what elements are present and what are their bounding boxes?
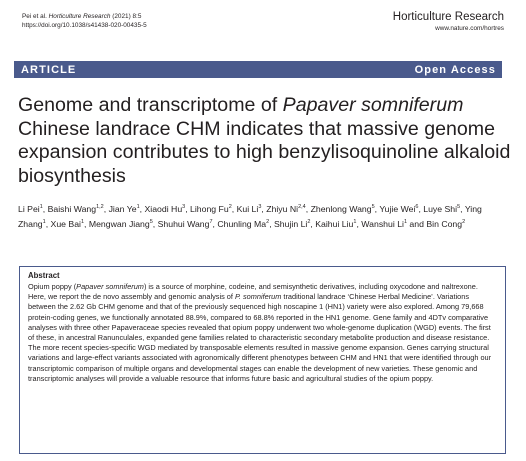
author-affiliation: 5	[457, 204, 461, 210]
author-name: Luye Shi	[423, 204, 458, 214]
author	[18, 204, 43, 214]
abstract-segment-3: traditional landrace ‘Chinese Herbal Medicine’. Variations between the 2.62 Gb CHM genome and that of the previously sequenced high noscapine 1 (HN1) variety were also explored. Among 79,668 protein-coding genes, we functionally annotated 88.9%, compared to 68.8% reported in the HN1 genome. Gene family and 4DTv comparative analyses with three other Papaveraceae species revealed that opium poppy underwent two whole-genome duplication (WGD) events. The first of these, in ancestral Ranunculales, expanded gene families related to characteristic secondary metabolite production and disease resistance. The more recent species-specific WGD mediated by transposable elements resulted in massive genome expansion. Genes carrying structural variations and large-effect variants associated with agronomically different phenotypes between CHM and HN1 that were identified through our transcriptomic comparison of multiple organs and developmental stages can enable the development of new varieties. These genomic and transcriptomic analyses will provide a valuable resource that informs future basic and agricultural studies of the opium poppy.	[28, 292, 492, 383]
author-name: Kui Li	[236, 204, 259, 214]
author-affiliation: 7	[209, 219, 213, 226]
author	[48, 204, 104, 214]
author-name: Ying Zhang	[18, 204, 482, 230]
citation-line	[22, 12, 147, 21]
author-name: Bin Cong	[426, 219, 463, 230]
author-name: Kaihui Liu	[315, 219, 354, 230]
author	[217, 219, 269, 229]
author-affiliation: 5	[371, 204, 375, 210]
author	[361, 219, 407, 229]
abstract-segment-1: Opium poppy (	[28, 282, 77, 291]
article-banner	[14, 61, 502, 78]
author-name: Jian Ye	[108, 204, 137, 214]
author-name: Mengwan Jiang	[88, 219, 150, 230]
author-affiliation: 2	[462, 219, 466, 226]
abstract-segment-2: ) is a source of morphine, codeine, and semisynthetic derivatives, including oxycodone and naltrexone. Here, we report the de novo assembly and genomic analysis of	[28, 282, 478, 302]
author-name: Xiaodi Hu	[144, 204, 183, 214]
author-affiliation: 3	[182, 204, 186, 210]
author-affiliation: 1,2	[96, 204, 104, 210]
author-name: Wanshui Li	[361, 219, 404, 230]
author-name: Li Pei	[18, 204, 40, 214]
author	[144, 204, 185, 214]
author	[158, 219, 213, 229]
citation	[22, 12, 147, 30]
author	[423, 204, 460, 214]
author-affiliation: 2	[228, 204, 232, 210]
author	[315, 219, 356, 229]
author	[266, 204, 306, 214]
author-name: Zhenlong Wang	[310, 204, 372, 214]
author-name: Baishi Wang	[47, 204, 97, 214]
title-part-2: Chinese landrace CHM indicates that massive genome expansion contributes to high benzylisoquinoline alkaloid biosynthesis	[18, 117, 511, 187]
author-affiliation: 1	[403, 219, 408, 226]
author	[109, 204, 140, 214]
author-list: Li Pei$^1$, Baishi Wang$^{1,2}$, Jian Ye$^1$, Xiaodi Hu$^3$, Lihong Fu$^2$, Kui Li$^3$, Zhiyu Ni$^{2,4}$, Zhenlong Wang$^5$, Yujie Wei$^6$, Luye Shi$^5$, Ying Zhang$^1$, Xue Bai$^1$, Mengwan Jiang$^5$, Shuhui Wang$^7$, Chunling Ma$^2$, Shujin Li$^2$, Kaihui Liu$^1$, Wanshui Li$^1$ and Bin Cong$^2$	[18, 204, 482, 230]
author	[89, 219, 153, 229]
citation-journal: Horticulture Research	[48, 13, 111, 20]
citation-authors: Pei et al.	[22, 13, 49, 20]
abstract-text	[28, 282, 497, 384]
author	[379, 204, 418, 214]
author-affiliation: 3	[258, 204, 262, 210]
author	[51, 219, 85, 229]
article-type-label: ARTICLE	[21, 63, 77, 76]
author-name: Xue Bai	[50, 219, 81, 230]
article-title	[18, 94, 513, 188]
journal-masthead	[393, 11, 504, 33]
doi-link[interactable]: https://doi.org/10.1038/s41438-020-00435-5	[22, 22, 147, 29]
author-affiliation: 1	[42, 219, 46, 226]
author-affiliation: 5	[149, 219, 153, 226]
author-name: Shujin Li	[274, 219, 308, 230]
author	[426, 219, 465, 229]
author	[190, 204, 232, 214]
title-species: Papaver somniferum	[282, 94, 464, 116]
author-affiliation: 1	[39, 204, 43, 210]
author-affiliation: 1	[353, 219, 357, 226]
author-affiliation: 1	[136, 204, 140, 210]
author-affiliation: 6	[415, 204, 419, 210]
author-name: Zhiyu Ni	[266, 204, 299, 214]
author-name: Chunling Ma	[217, 219, 267, 230]
author-name: Shuhui Wang	[157, 219, 210, 230]
abstract-species-1: Papaver somniferum	[76, 282, 144, 291]
page-header	[22, 12, 504, 42]
abstract-heading: Abstract	[28, 271, 60, 280]
title-part-1: Genome and transcriptome of	[18, 94, 283, 116]
author-name: Lihong Fu	[190, 204, 229, 214]
citation-volume: (2021) 8:5	[110, 13, 142, 20]
author	[237, 204, 262, 214]
author-affiliation: 1	[80, 219, 85, 226]
author-affiliation: 2	[307, 219, 311, 226]
open-access-label: Open Access	[414, 63, 496, 76]
author-name: Yujie Wei	[379, 204, 416, 214]
author-affiliation: 2	[266, 219, 270, 226]
author-affiliation: 2,4	[298, 204, 306, 210]
abstract-species-2: P. somniferum	[234, 292, 282, 302]
author	[311, 204, 375, 214]
journal-url[interactable]: www.nature.com/hortres	[435, 25, 504, 32]
author	[274, 219, 310, 229]
abstract-box	[19, 266, 506, 454]
journal-name: Horticulture Research	[392, 11, 504, 23]
